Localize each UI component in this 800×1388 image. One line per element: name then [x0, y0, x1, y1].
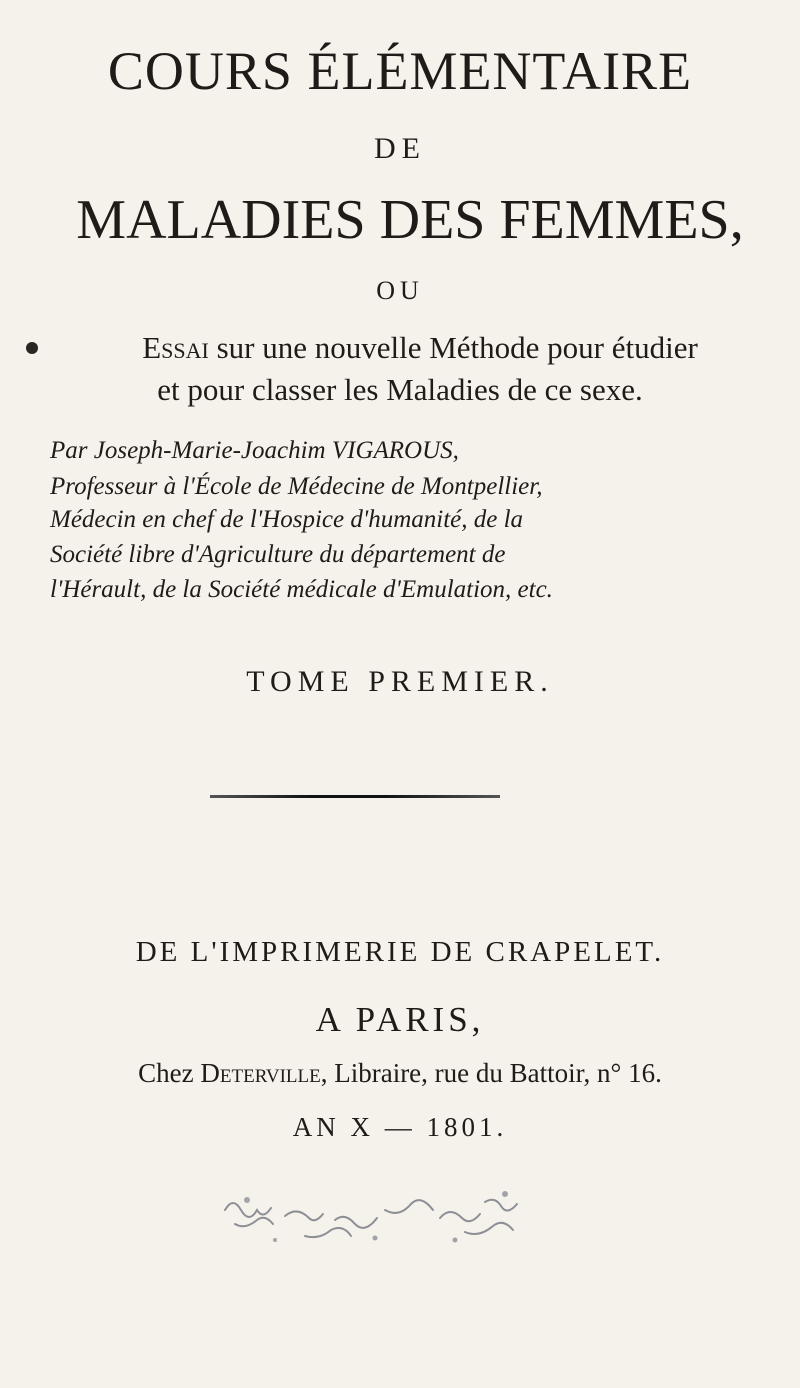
- volume-label: TOME PREMIER.: [246, 665, 554, 698]
- publisher-line: [0, 1058, 800, 1089]
- title-line-1: COURS ÉLÉMENTAIRE: [107, 41, 693, 101]
- title-line-4: OU: [376, 276, 424, 305]
- city-line: A PARIS,: [315, 1000, 485, 1039]
- author-line-3: Médecin en chef de l'Hospice d'humanité, de la: [50, 506, 524, 533]
- title-line-3: MALADIES DES FEMMES,: [76, 189, 744, 251]
- divider-rule: [210, 795, 500, 798]
- ink-mark-icon: [26, 342, 38, 354]
- author-line-1: Par Joseph-Marie-Joachim VIGAROUS,: [50, 437, 459, 464]
- publisher-rest: , Libraire, rue du Battoir, n° 16.: [320, 1058, 662, 1088]
- author-line-4: Société libre d'Agriculture du département de: [50, 541, 506, 568]
- subtitle-essai-word: Essai: [142, 330, 209, 365]
- date-line: AN X — 1801.: [292, 1112, 508, 1142]
- subtitle-line-2: et pour classer les Maladies de ce sexe.: [157, 372, 643, 407]
- publisher-name: Deterville: [200, 1058, 321, 1088]
- author-line-5: l'Hérault, de la Société médicale d'Emulation, etc.: [50, 576, 553, 603]
- subtitle-line-1-rest: sur une nouvelle Méthode pour étudier: [208, 330, 698, 365]
- author-line-2: Professeur à l'École de Médecine de Montpellier,: [50, 473, 543, 500]
- subtitle-line-1: [40, 330, 800, 366]
- printer-line: DE L'IMPRIMERIE DE CRAPELET.: [135, 936, 665, 968]
- library-stamp-icon: [215, 1180, 575, 1250]
- title-line-2: DE: [374, 132, 426, 165]
- publisher-prefix: Chez: [138, 1058, 201, 1088]
